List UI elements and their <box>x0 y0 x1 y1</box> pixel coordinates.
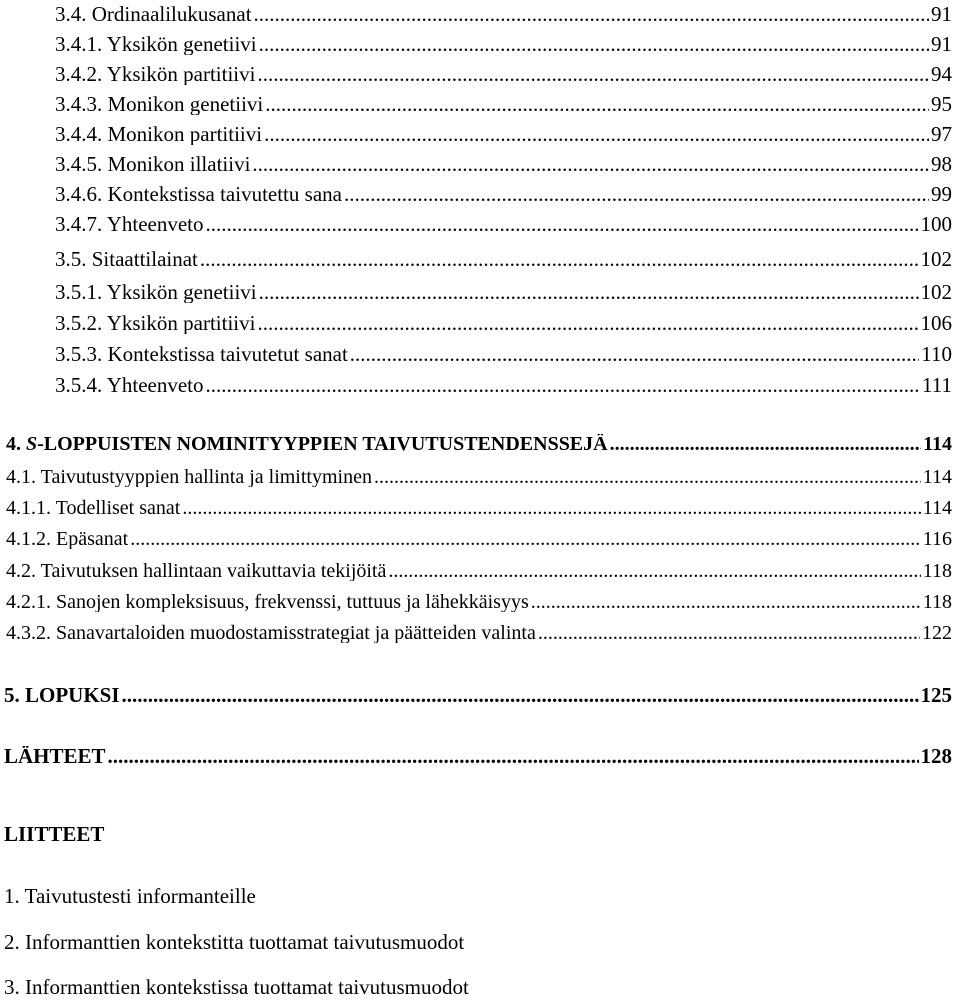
toc-entry[interactable] <box>55 124 952 145</box>
toc-entry-label: 3.4.7. Yhteenveto <box>55 214 204 235</box>
toc-leader-dots <box>257 313 918 334</box>
toc-leader-dots <box>538 623 920 643</box>
toc-entry[interactable] <box>55 282 952 303</box>
toc-page-number: 110 <box>921 344 952 365</box>
toc-entry-label: 3.4.3. Monikon genetiivi <box>55 94 264 115</box>
toc-leader-dots <box>610 434 922 454</box>
toc-entry-label: 3.4.6. Kontekstissa taivutettu sana <box>55 184 342 205</box>
toc-chapter-entry[interactable] <box>4 685 952 706</box>
toc-entry[interactable] <box>6 623 952 643</box>
toc-entry-label: 3.4.4. Monikon partitiivi <box>55 124 263 145</box>
toc-entry[interactable] <box>55 34 952 55</box>
toc-leader-dots <box>252 154 929 175</box>
toc-leader-dots <box>254 4 929 25</box>
toc-entry[interactable] <box>55 64 952 85</box>
toc-chapter-entry[interactable] <box>6 434 952 454</box>
toc-entry-label: 3.5.1. Yksikön genetiivi <box>55 282 257 303</box>
toc-leader-dots <box>264 124 929 145</box>
toc-entry-label: 3.5.3. Kontekstissa taivutetut sanat <box>55 344 348 365</box>
toc-leader-dots <box>206 214 919 235</box>
toc-entry[interactable] <box>6 467 952 487</box>
toc-entry[interactable] <box>6 592 952 612</box>
toc-page-number: 122 <box>922 623 952 643</box>
toc-page-number: 106 <box>920 313 952 334</box>
toc-leader-dots <box>388 561 920 581</box>
toc-page-number: 100 <box>920 214 952 235</box>
toc-page-number: 91 <box>931 34 952 55</box>
toc-entry-label: 4.1.2. Epäsanat <box>6 529 129 549</box>
appendix-item[interactable]: 1. Taivutustesti informanteille <box>4 884 256 908</box>
toc-entry[interactable] <box>55 313 952 334</box>
toc-leader-dots <box>350 344 919 365</box>
toc-entry[interactable] <box>55 184 952 205</box>
toc-entry[interactable] <box>6 561 952 581</box>
toc-leader-dots <box>259 282 919 303</box>
toc-leader-dots <box>344 184 929 205</box>
toc-entry-label: 3.4.5. Monikon illatiivi <box>55 154 251 175</box>
appendix-item[interactable]: 3. Informanttien kontekstissa tuottamat taivutusmuodot <box>4 975 469 999</box>
toc-entry[interactable] <box>55 154 952 175</box>
toc-entry[interactable] <box>6 498 952 518</box>
toc-page-number: 118 <box>922 561 952 581</box>
toc-entry-label: LÄHTEET <box>4 746 106 767</box>
toc-entry-label <box>6 434 608 454</box>
toc-page-number: 94 <box>931 64 952 85</box>
toc-entry[interactable] <box>55 249 952 270</box>
toc-page-number: 114 <box>923 434 952 454</box>
toc-entry-label: 4.3.2. Sanavartaloiden muodostamisstrategiat ja päätteiden valinta <box>6 623 536 643</box>
toc-leader-dots <box>259 34 929 55</box>
toc-entry-label: 4.2. Taivutuksen hallintaan vaikuttavia tekijöitä <box>6 561 387 581</box>
toc-leader-dots <box>257 64 929 85</box>
toc-leader-dots <box>531 592 921 612</box>
toc-leader-dots <box>122 685 919 706</box>
toc-entry-label: 3.4. Ordinaalilukusanat <box>55 4 252 25</box>
toc-page-number: 114 <box>922 498 952 518</box>
toc-entry-label: 3.5.2. Yksikön partitiivi <box>55 313 256 334</box>
toc-page-number: 102 <box>920 249 952 270</box>
toc-leader-dots <box>200 249 919 270</box>
toc-entry-label: 4.2.1. Sanojen kompleksisuus, frekvenssi, tuttuus ja lähekkäisyys <box>6 592 529 612</box>
toc-entry[interactable] <box>55 344 952 365</box>
toc-page-number: 116 <box>922 529 952 549</box>
toc-entry-label: 3.5. Sitaattilainat <box>55 249 198 270</box>
chapter-title-rest: -LOPPUISTEN NOMINITYYPPIEN TAIVUTUSTENDENSSEJÄ <box>37 434 608 454</box>
toc-page-number: 111 <box>922 375 952 396</box>
toc-leader-dots <box>265 94 929 115</box>
toc-entry-label: 3.4.1. Yksikön genetiivi <box>55 34 257 55</box>
toc-leader-dots <box>182 498 920 518</box>
chapter-title-letter-s: S <box>26 434 38 454</box>
toc-page-number: 97 <box>931 124 952 145</box>
chapter-number: 4. <box>6 434 26 454</box>
toc-entry-label: 3.4.2. Yksikön partitiivi <box>55 64 256 85</box>
toc-entry[interactable] <box>6 529 952 549</box>
toc-page-number: 114 <box>922 467 952 487</box>
toc-entry-label: 4.1. Taivutustyyppien hallinta ja limittyminen <box>6 467 372 487</box>
appendices-heading: LIITTEET <box>4 822 105 846</box>
toc-page-number: 102 <box>920 282 952 303</box>
toc-page-number: 95 <box>931 94 952 115</box>
toc-leader-dots <box>108 746 919 767</box>
toc-page-number: 91 <box>931 4 952 25</box>
appendix-item[interactable]: 2. Informanttien kontekstitta tuottamat taivutusmuodot <box>4 930 465 954</box>
toc-page-number: 98 <box>931 154 952 175</box>
toc-entry[interactable] <box>55 375 952 396</box>
toc-page-number: 128 <box>920 746 952 767</box>
toc-entry-label: 4.1.1. Todelliset sanat <box>6 498 181 518</box>
toc-chapter-entry[interactable] <box>4 746 952 767</box>
toc-page-number: 99 <box>931 184 952 205</box>
toc-entry[interactable] <box>55 214 952 235</box>
toc-entry-label: 3.5.4. Yhteenveto <box>55 375 204 396</box>
toc-page-number: 125 <box>920 685 952 706</box>
toc-leader-dots <box>206 375 921 396</box>
toc-entry-label: 5. LOPUKSI <box>4 685 120 706</box>
toc-leader-dots <box>130 529 921 549</box>
toc-page-number: 118 <box>922 592 952 612</box>
toc-leader-dots <box>374 467 921 487</box>
toc-entry[interactable] <box>55 94 952 115</box>
toc-entry[interactable] <box>55 4 952 25</box>
